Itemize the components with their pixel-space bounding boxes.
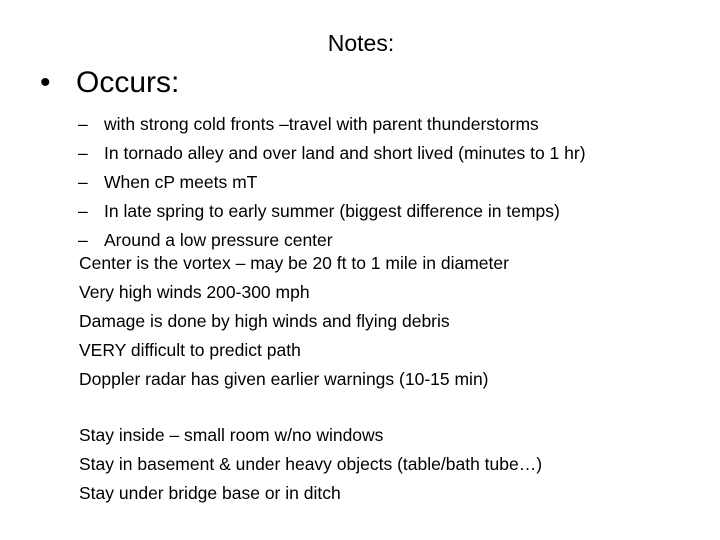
- dash-marker: –: [78, 114, 88, 134]
- dash-marker: –: [78, 143, 88, 163]
- sub-bullet-item: [78, 168, 586, 197]
- safety-line: Stay in basement & under heavy objects (table/bath tube…): [79, 454, 543, 474]
- fact-line: Very high winds 200-300 mph: [79, 282, 310, 302]
- sub-bullet-text: In tornado alley and over land and short lived (minutes to 1 hr): [104, 143, 586, 163]
- fact-line: Center is the vortex – may be 20 ft to 1 mile in diameter: [79, 253, 509, 273]
- main-bullet: [40, 66, 179, 100]
- main-bullet-heading: Occurs:: [76, 66, 180, 99]
- dash-marker: –: [78, 172, 88, 192]
- sub-bullet-item: [78, 110, 586, 139]
- sub-bullet-item: [78, 197, 586, 226]
- fact-line: Doppler radar has given earlier warnings (10-15 min): [79, 369, 489, 389]
- sub-bullet-text: In late spring to early summer (biggest difference in temps): [104, 201, 560, 221]
- safety-line: Stay inside – small room w/no windows: [79, 425, 384, 445]
- fact-line: VERY difficult to predict path: [79, 340, 301, 360]
- facts-list: [79, 249, 509, 394]
- dash-marker: –: [78, 230, 88, 250]
- fact-line: Damage is done by high winds and flying debris: [79, 311, 450, 331]
- sub-bullet-text: Around a low pressure center: [104, 230, 333, 250]
- sub-bullet-text: with strong cold fronts –travel with parent thunderstorms: [104, 114, 539, 134]
- sub-bullet-text: When cP meets mT: [104, 172, 258, 192]
- sub-bullet-item: [78, 139, 586, 168]
- sub-bullet-list: [78, 110, 586, 255]
- dash-marker: –: [78, 201, 88, 221]
- slide-title: Notes:: [327, 30, 395, 56]
- bullet-marker: •: [40, 66, 51, 99]
- safety-line: Stay under bridge base or in ditch: [79, 483, 341, 503]
- safety-list: [79, 421, 542, 508]
